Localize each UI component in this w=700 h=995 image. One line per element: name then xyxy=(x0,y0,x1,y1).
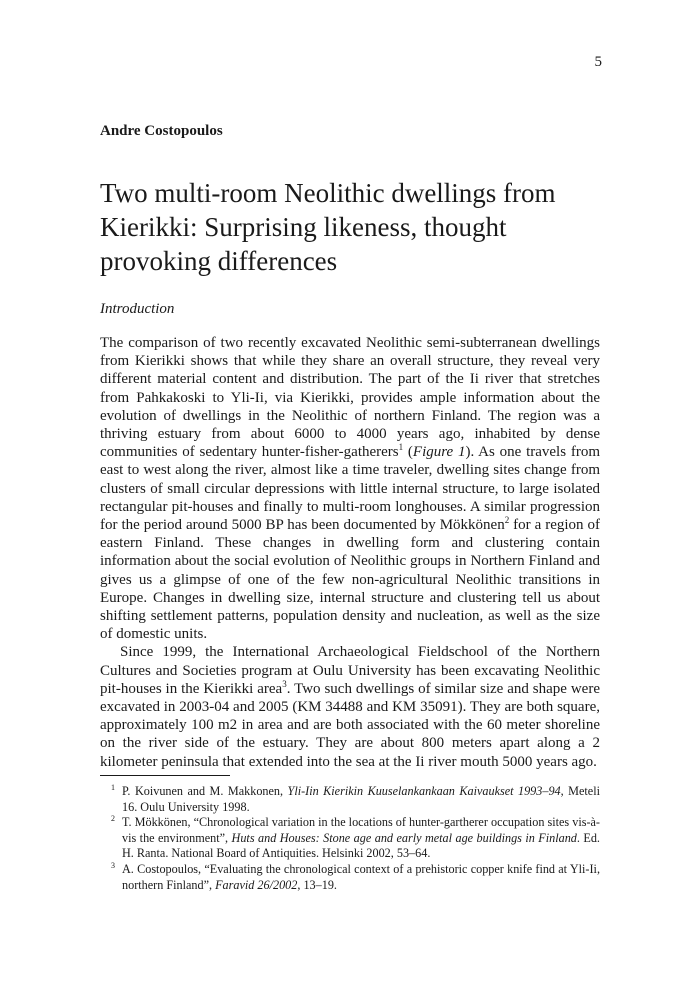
footnote-number: 1 xyxy=(111,783,115,792)
author-name: Andre Costopoulos xyxy=(100,123,223,139)
paragraph-text: ( xyxy=(403,444,413,461)
figure-reference: Figure 1 xyxy=(412,444,466,461)
footnote-work-title: Faravid 26/2002 xyxy=(215,877,298,892)
footnote-text: , 13–19. xyxy=(297,877,337,892)
footnote-divider xyxy=(100,775,230,776)
footnote-work-title: Yli-Iin Kierikin Kuuselankankaan Kaivaukset 1993–94 xyxy=(287,784,561,798)
footnote-ref-2[interactable]: 2 xyxy=(504,515,510,526)
paragraph-1 xyxy=(100,334,600,643)
section-heading: Introduction xyxy=(100,301,175,317)
page-number: 5 xyxy=(594,54,602,70)
paragraph-text: ). As one travels from east to west along the river, almost like a time traveler, dwelling sites change from clusters of small circular depressions with little internal structure, to large isolated rectangular pit-houses and finally to multi-room longhouses. A similar progression for the period around 5000 BP has been documented by Mökkönen xyxy=(100,444,600,534)
footnote-text: . Ed. H. Ranta. National Board of Antiquities. Helsinki 2002, 53–64. xyxy=(122,830,600,861)
body-text xyxy=(100,334,600,771)
footnote-3 xyxy=(100,862,600,893)
article-title: Two multi-room Neolithic dwellings from Kierikki: Surprising likeness, thought provoking differences xyxy=(100,178,556,276)
paragraph-text: Since 1999, the International Archaeological Fieldschool of the Northern Cultures and Societies program at Oulu University has been excavating Neolithic pit-houses in the Kierikki area xyxy=(100,644,600,697)
footnote-number: 2 xyxy=(111,814,115,824)
footnote-1 xyxy=(100,784,600,815)
footnote-ref-1[interactable]: 1 xyxy=(398,442,404,453)
footnote-work-title: Huts and Houses: Stone age and early metal age buildings in Finland xyxy=(231,830,577,845)
footnote-ref-3[interactable]: 3 xyxy=(282,678,287,689)
footnote-number: 3 xyxy=(111,860,115,870)
paragraph-text: . Two such dwellings of similar size and shape were excavated in 2003-04 and 2005 (KM 34488 and KM 35091). They are both square, approximately 100 m2 in area and are both associated with the 60 meter shoreline on the river side of the estuary. They are about 800 meters apart along a 2 kilometer peninsula that extended into the sea at the Ii river mouth 5000 years ago. xyxy=(100,680,600,770)
footnote-text: T. Mökkönen, “Chronological variation in the locations of hunter-gartherer occupation sites vis-à-vis the environment”, xyxy=(122,815,600,845)
footnote-2 xyxy=(100,815,600,862)
footnote-text: , Meteli 16. Oulu University 1998. xyxy=(122,784,600,814)
footnotes xyxy=(100,784,600,893)
paragraph-2 xyxy=(100,643,600,770)
paragraph-text: The comparison of two recently excavated Neolithic semi-subterranean dwellings from Kierikki shows that while they share an overall structure, they reveal very different material content and distribution. The part of the Ii river that stretches from Pahkakoski to Yli-Ii, via Kierikki, provides ample information about the evolution of dwellings in the Neolithic of northern Finland. The region was a thriving estuary from about 6000 to 4000 years ago, inhabited by dense communities of sedentary hunter-fisher-gatherers xyxy=(100,335,600,461)
footnote-text: P. Koivunen and M. Makkonen, xyxy=(122,784,288,798)
footnote-text: A. Costopoulos, “Evaluating the chronological context of a prehistoric copper knife find at Yli-Ii, northern Finland”, xyxy=(122,861,600,892)
paragraph-text: for a region of eastern Finland. These changes in dwelling form and clustering contain information about the social evolution of Neolithic groups in Northern Finland and gives us a glimpse of one of the few non-agricultural Neolithic transitions in Europe. Changes in dwelling size, internal structure and clustering tell us about shifting settlement patterns, population density and nucleation, as well as the size of domestic units. xyxy=(100,517,600,643)
